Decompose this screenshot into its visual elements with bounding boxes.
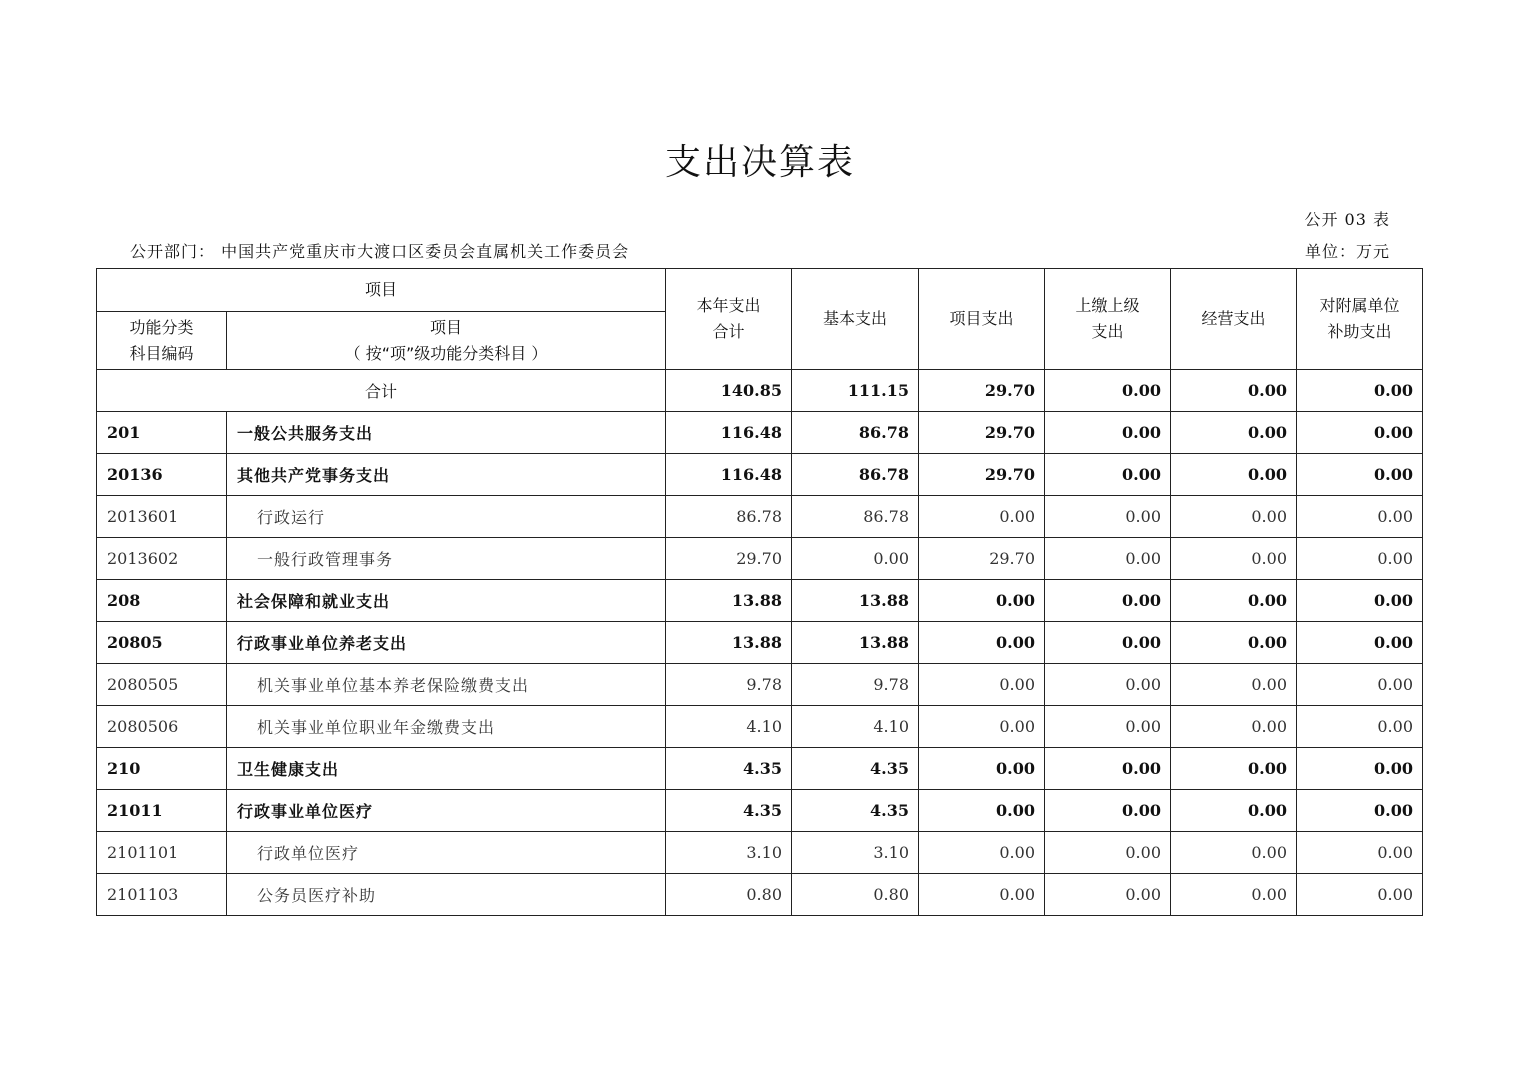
amount-cell: 0.00 [792, 538, 919, 580]
col-header-upper: 上缴上级 支出 [1045, 269, 1171, 370]
amount-cell: 13.88 [792, 622, 919, 664]
col-header-name: 项目 （ 按“项”级功能分类科目 ） [227, 312, 666, 370]
amount-cell: 0.00 [919, 874, 1045, 916]
amount-cell: 3.10 [666, 832, 792, 874]
total-cell: 0.00 [1045, 370, 1171, 412]
amount-cell: 29.70 [919, 538, 1045, 580]
subject-name: 行政运行 [227, 496, 666, 538]
amount-cell: 29.70 [666, 538, 792, 580]
amount-cell: 4.10 [792, 706, 919, 748]
amount-cell: 29.70 [919, 454, 1045, 496]
amount-cell: 0.00 [919, 790, 1045, 832]
amount-cell: 0.00 [1297, 664, 1423, 706]
subject-code: 2101103 [97, 874, 227, 916]
subject-code: 20805 [97, 622, 227, 664]
amount-cell: 0.00 [1045, 790, 1171, 832]
subject-code: 210 [97, 748, 227, 790]
amount-cell: 0.00 [1045, 664, 1171, 706]
amount-cell: 9.78 [792, 664, 919, 706]
amount-cell: 116.48 [666, 454, 792, 496]
unit-label: 单位：万元 [1304, 242, 1390, 261]
subject-name: 行政事业单位医疗 [227, 790, 666, 832]
amount-cell: 0.00 [1045, 454, 1171, 496]
amount-cell: 0.80 [792, 874, 919, 916]
amount-cell: 0.00 [1045, 748, 1171, 790]
amount-cell: 13.88 [666, 622, 792, 664]
group-header-project: 项目 [97, 269, 666, 312]
subject-name: 卫生健康支出 [227, 748, 666, 790]
total-cell: 140.85 [666, 370, 792, 412]
amount-cell: 0.00 [1171, 454, 1297, 496]
subject-name: 行政单位医疗 [227, 832, 666, 874]
amount-cell: 13.88 [792, 580, 919, 622]
amount-cell: 0.00 [1297, 874, 1423, 916]
form-number: 公开 03 表 [1304, 210, 1390, 229]
amount-cell: 0.00 [919, 496, 1045, 538]
subject-code: 21011 [97, 790, 227, 832]
amount-cell: 0.00 [1045, 622, 1171, 664]
amount-cell: 0.00 [1171, 874, 1297, 916]
amount-cell: 0.00 [1297, 580, 1423, 622]
amount-cell: 0.00 [1297, 454, 1423, 496]
amount-cell: 86.78 [666, 496, 792, 538]
table-row [97, 706, 1423, 748]
total-row [97, 370, 1423, 412]
subject-name: 行政事业单位养老支出 [227, 622, 666, 664]
total-label: 合计 [97, 370, 666, 412]
page-title: 支出决算表 [664, 142, 855, 183]
amount-cell: 0.00 [1171, 748, 1297, 790]
table-row [97, 664, 1423, 706]
subject-code: 2080505 [97, 664, 227, 706]
total-cell: 0.00 [1171, 370, 1297, 412]
amount-cell: 4.35 [666, 748, 792, 790]
col-header-subsidy: 对附属单位 补助支出 [1297, 269, 1423, 370]
amount-cell: 0.00 [1171, 412, 1297, 454]
amount-cell: 0.00 [1171, 832, 1297, 874]
amount-cell: 0.00 [1045, 496, 1171, 538]
amount-cell: 4.35 [792, 790, 919, 832]
subject-code: 208 [97, 580, 227, 622]
amount-cell: 0.00 [1045, 874, 1171, 916]
amount-cell: 0.00 [1297, 622, 1423, 664]
subject-name: 一般行政管理事务 [227, 538, 666, 580]
amount-cell: 13.88 [666, 580, 792, 622]
amount-cell: 29.70 [919, 412, 1045, 454]
amount-cell: 0.00 [1171, 664, 1297, 706]
table-row [97, 496, 1423, 538]
amount-cell: 116.48 [666, 412, 792, 454]
subject-name: 公务员医疗补助 [227, 874, 666, 916]
amount-cell: 86.78 [792, 496, 919, 538]
amount-cell: 0.00 [1045, 538, 1171, 580]
col-header-code: 功能分类 科目编码 [97, 312, 227, 370]
expenditure-table [96, 268, 1423, 916]
subject-name: 机关事业单位职业年金缴费支出 [227, 706, 666, 748]
amount-cell: 9.78 [666, 664, 792, 706]
amount-cell: 0.00 [919, 664, 1045, 706]
subject-name: 其他共产党事务支出 [227, 454, 666, 496]
amount-cell: 0.00 [919, 832, 1045, 874]
subject-code: 2013602 [97, 538, 227, 580]
table-row [97, 622, 1423, 664]
amount-cell: 86.78 [792, 412, 919, 454]
subject-code: 2101101 [97, 832, 227, 874]
department-label: 公开部门： 中国共产党重庆市大渡口区委员会直属机关工作委员会 [130, 242, 630, 261]
subject-code: 20136 [97, 454, 227, 496]
table-row [97, 454, 1423, 496]
total-cell: 111.15 [792, 370, 919, 412]
amount-cell: 0.00 [1045, 832, 1171, 874]
amount-cell: 0.00 [1045, 706, 1171, 748]
subject-code: 2080506 [97, 706, 227, 748]
table-row [97, 790, 1423, 832]
subject-name: 社会保障和就业支出 [227, 580, 666, 622]
col-header-project: 项目支出 [919, 269, 1045, 370]
amount-cell: 4.10 [666, 706, 792, 748]
amount-cell: 4.35 [666, 790, 792, 832]
amount-cell: 0.00 [1297, 748, 1423, 790]
table-row [97, 874, 1423, 916]
subject-name: 机关事业单位基本养老保险缴费支出 [227, 664, 666, 706]
table-row [97, 748, 1423, 790]
amount-cell: 0.00 [919, 580, 1045, 622]
amount-cell: 0.00 [1297, 790, 1423, 832]
amount-cell: 0.00 [1045, 580, 1171, 622]
col-header-total: 本年支出 合计 [666, 269, 792, 370]
amount-cell: 0.00 [1297, 496, 1423, 538]
amount-cell: 0.00 [1171, 580, 1297, 622]
total-cell: 0.00 [1297, 370, 1423, 412]
subject-code: 201 [97, 412, 227, 454]
amount-cell: 0.00 [1297, 706, 1423, 748]
table-row [97, 580, 1423, 622]
amount-cell: 3.10 [792, 832, 919, 874]
amount-cell: 0.00 [919, 706, 1045, 748]
subject-code: 2013601 [97, 496, 227, 538]
amount-cell: 0.00 [1171, 538, 1297, 580]
amount-cell: 86.78 [792, 454, 919, 496]
amount-cell: 0.00 [1297, 412, 1423, 454]
amount-cell: 0.00 [919, 622, 1045, 664]
amount-cell: 0.00 [1297, 538, 1423, 580]
table-row [97, 832, 1423, 874]
subject-name: 一般公共服务支出 [227, 412, 666, 454]
amount-cell: 0.80 [666, 874, 792, 916]
table-row [97, 412, 1423, 454]
amount-cell: 0.00 [1171, 706, 1297, 748]
amount-cell: 0.00 [1171, 790, 1297, 832]
amount-cell: 0.00 [1297, 832, 1423, 874]
amount-cell: 0.00 [1171, 622, 1297, 664]
amount-cell: 0.00 [1045, 412, 1171, 454]
col-header-business: 经营支出 [1171, 269, 1297, 370]
total-cell: 29.70 [919, 370, 1045, 412]
col-header-basic: 基本支出 [792, 269, 919, 370]
amount-cell: 0.00 [1171, 496, 1297, 538]
amount-cell: 0.00 [919, 748, 1045, 790]
table-row [97, 538, 1423, 580]
amount-cell: 4.35 [792, 748, 919, 790]
